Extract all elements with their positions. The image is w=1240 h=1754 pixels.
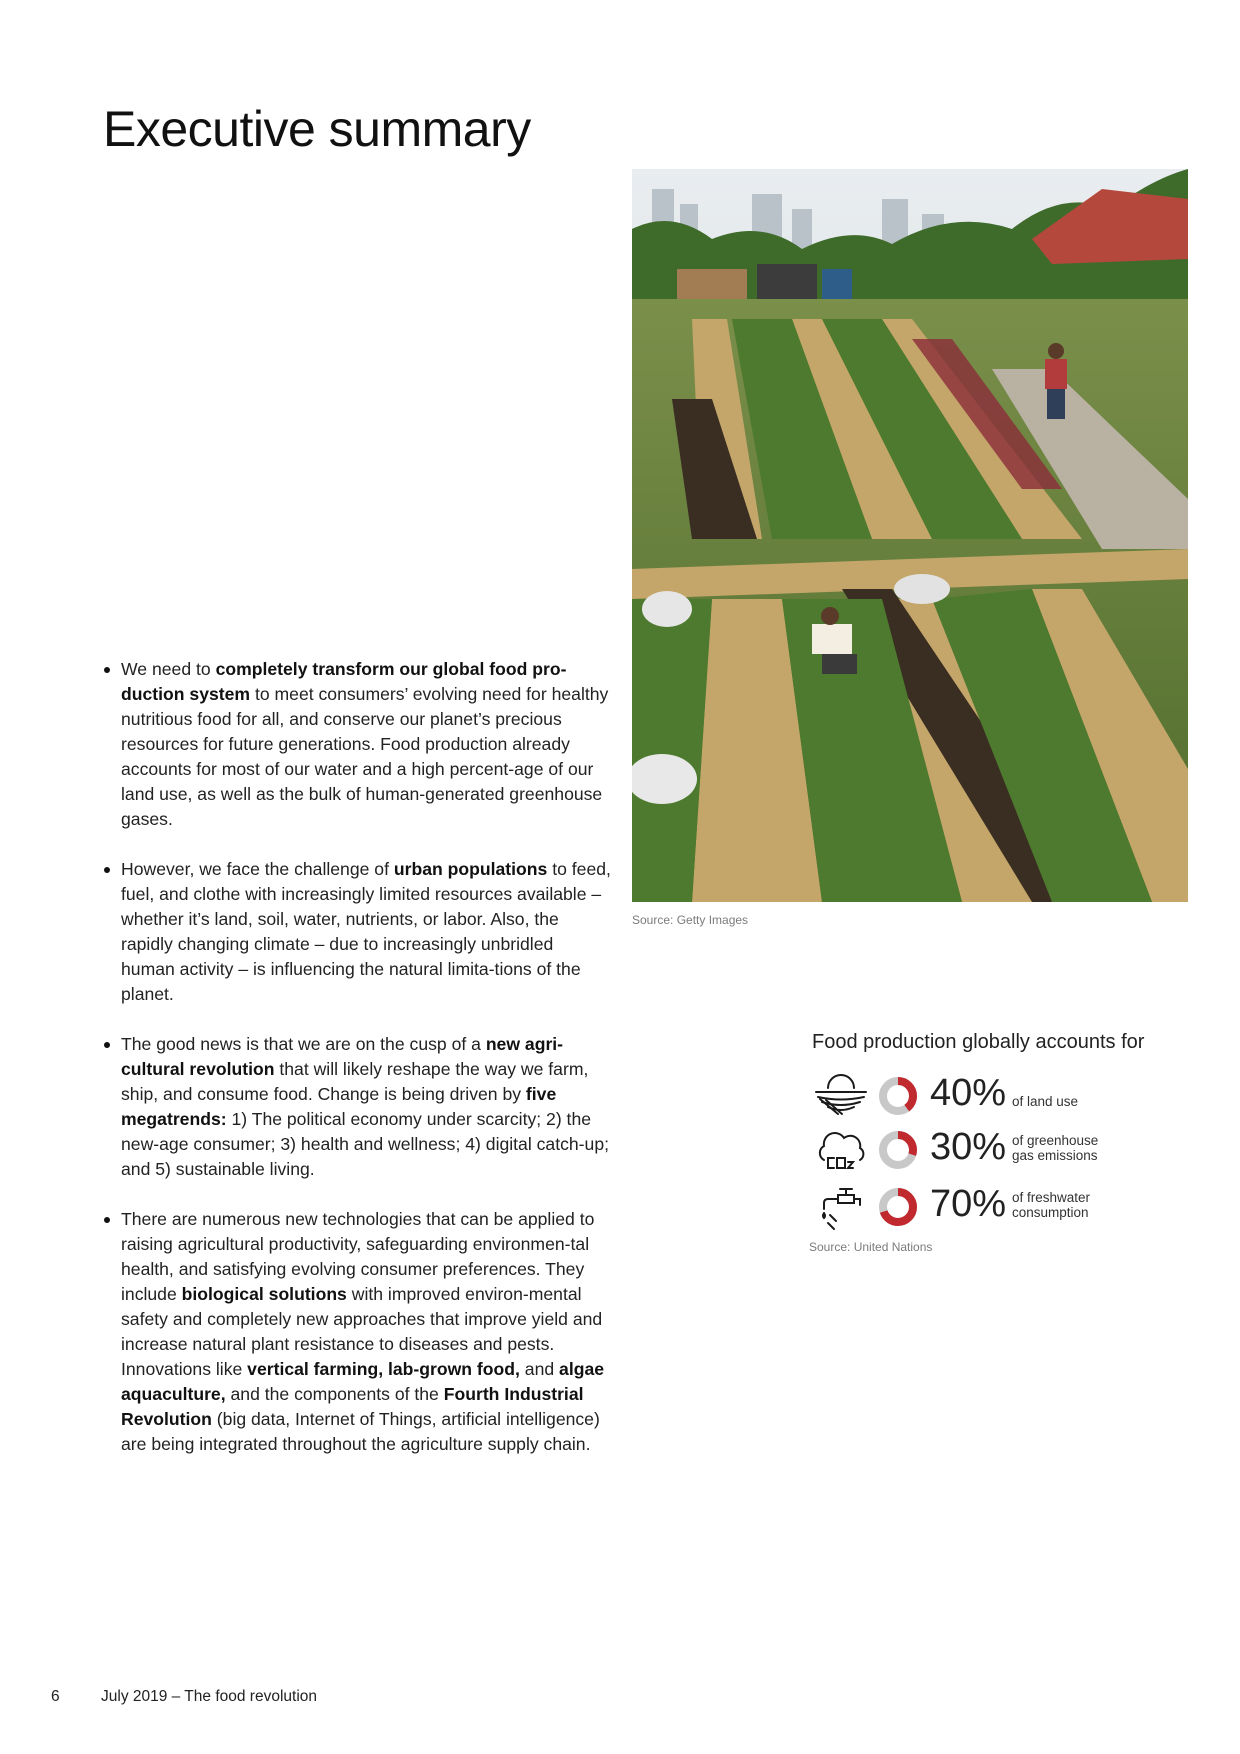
urban-farm-photo	[632, 169, 1188, 902]
stat-percent: 30%	[930, 1126, 1007, 1168]
summary-bullet-list	[103, 657, 611, 1482]
bold-phrase: biological solutions	[181, 1284, 347, 1304]
text-run: However, we face the challenge of	[121, 859, 394, 879]
bold-phrase: completely transform our global food pro-duction system	[121, 659, 567, 704]
text-run: The good news is that we are on the cusp of a	[121, 1034, 486, 1054]
text-run: with improved environ-mental safety and completely new approaches that improve yield and increase natural plant resistance to diseases and pests. Innovations like	[121, 1284, 603, 1379]
bullet-item	[103, 857, 611, 1007]
stat-percent: 70%	[930, 1183, 1007, 1225]
photo-caption: Source: Getty Images	[632, 913, 749, 927]
footer-text: July 2019 – The food revolution	[101, 1688, 318, 1705]
text-run: 1) The political economy under scarcity; 2) the new-age consumer; 3) health and wellness; 4) digital catch-up; and 5) sustainable living.	[121, 1109, 610, 1179]
bold-phrase: five megatrends:	[121, 1084, 557, 1129]
stats-heading: Food production globally accounts for	[812, 1031, 1145, 1053]
stats-source-caption: Source: United Nations	[809, 1240, 933, 1254]
stat-land-use	[812, 1070, 1232, 1122]
bold-phrase: algae aquaculture,	[121, 1359, 605, 1404]
bold-phrase: vertical farming, lab-grown food,	[247, 1359, 520, 1379]
donut-chart	[878, 1187, 918, 1227]
bullet-item	[103, 1032, 611, 1182]
text-run: There are numerous new technologies that can be applied to raising agricultural productivity, safeguarding environmen-tal health, and satisfying evolving consumer preferences. They include	[121, 1209, 595, 1304]
bold-phrase: new agri-cultural revolution	[121, 1034, 564, 1079]
page-number: 6	[51, 1688, 60, 1705]
donut-chart	[878, 1130, 918, 1170]
stat-label: of greenhouse gas emissions	[1012, 1133, 1099, 1163]
farmland-icon	[812, 1074, 870, 1120]
bullet-item	[103, 1207, 611, 1457]
stat-percent: 40%	[930, 1072, 1007, 1114]
text-run: that will likely reshape the way we farm, ship, and consume food. Change is being driven by	[121, 1059, 589, 1104]
text-run: to meet consumers’ evolving need for healthy nutritious food for all, and conserve our planet’s precious resources for future generations. Food production already accounts for most of our water and a high percent-age of our land use, as well as the bulk of human-generated greenhouse gases.	[121, 684, 609, 829]
stat-label: of freshwater consumption	[1012, 1190, 1091, 1220]
bold-phrase: Fourth Industrial Revolution	[121, 1384, 584, 1429]
bold-phrase: urban populations	[393, 859, 548, 879]
co2-cloud-icon	[812, 1128, 870, 1174]
page-title: Executive summary	[103, 101, 531, 157]
bullet-item	[103, 657, 611, 832]
water-tap-icon	[812, 1185, 870, 1231]
stat-label: of land use	[1012, 1094, 1079, 1109]
text-run: and the components of the	[225, 1384, 444, 1404]
text-run: We need to	[121, 659, 216, 679]
text-run: (big data, Internet of Things, artificial intelligence) are being integrated throughout the agriculture supply chain.	[121, 1409, 600, 1454]
text-run: to feed, fuel, and clothe with increasingly limited resources available – whether it’s land, soil, water, nutrients, or labor. Also, the rapidly changing climate – due to increasingly unbridled human activity – is influencing the natural limita-tions of the planet.	[121, 859, 611, 1004]
stat-greenhouse-gas	[812, 1124, 1232, 1176]
stat-freshwater	[812, 1181, 1232, 1233]
donut-chart	[878, 1076, 918, 1116]
text-run: and	[519, 1359, 560, 1379]
